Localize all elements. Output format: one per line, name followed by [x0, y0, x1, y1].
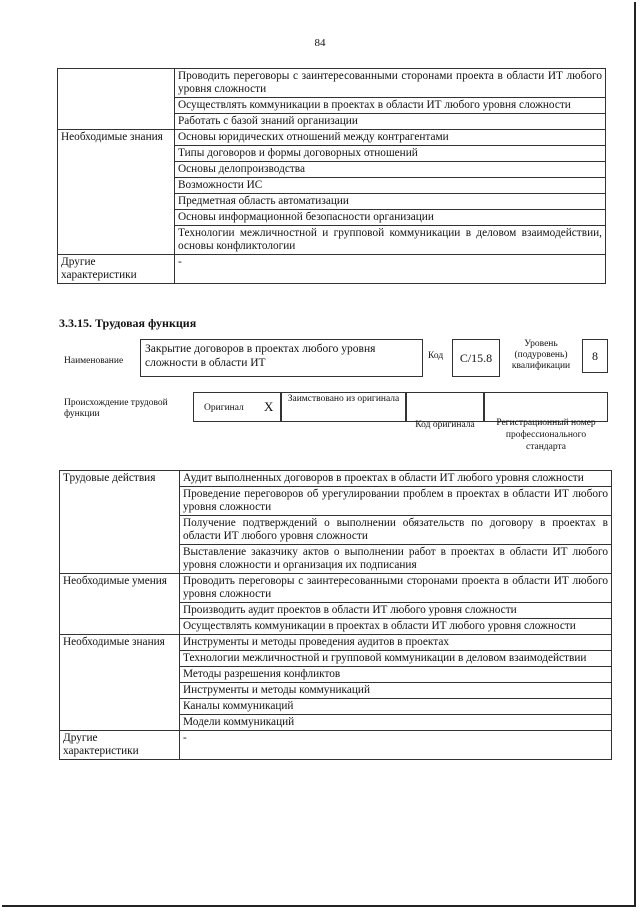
row-value: Осуществлять коммуникации в проектах в области ИТ любого уровня сложности	[180, 619, 612, 635]
row-value: Работать с базой знаний организации	[175, 114, 606, 130]
row-label: Трудовые действия	[60, 471, 180, 574]
original-mark: Х	[264, 399, 274, 414]
row-label: Необходимые знания	[58, 130, 175, 255]
row-value: Основы юридических отношений между контрагентами	[175, 130, 606, 146]
table-row	[60, 574, 612, 603]
name-label: Наименование	[64, 356, 124, 366]
requirements-table-bottom	[59, 470, 612, 760]
row-value: Методы разрешения конфликтов	[180, 667, 612, 683]
row-value: Аудит выполненных договоров в проектах в области ИТ любого уровня сложности	[180, 471, 612, 487]
row-value: Типы договоров и формы договорных отношений	[175, 146, 606, 162]
row-label	[58, 69, 175, 130]
row-label: Необходимые умения	[60, 574, 180, 635]
row-value: Основы информационной безопасности организации	[175, 210, 606, 226]
row-value: Основы делопроизводства	[175, 162, 606, 178]
row-value: Предметная область автоматизации	[175, 194, 606, 210]
row-value: Проведение переговоров об урегулировании проблем в проектах в области ИТ любого уровня сложности	[180, 487, 612, 516]
row-value: Выставление заказчику актов о выполнении работ в проектах в области ИТ любого уровня сложности и организация их подписания	[180, 545, 612, 574]
level-value: 8	[592, 349, 598, 363]
row-value: Возможности ИС	[175, 178, 606, 194]
row-value: Получение подтверждений о выполнении обязательств по договору в проектах в области ИТ любого уровня сложности	[180, 516, 612, 545]
page-number: 84	[314, 37, 326, 49]
row-value: Проводить переговоры с заинтересованными сторонами проекта в области ИТ любого уровня сложности	[175, 69, 606, 98]
table-row	[60, 471, 612, 487]
row-value: Технологии межличностной и групповой коммуникации в деловом взаимодействии, основы конфликтологии	[175, 226, 606, 255]
code-value: С/15.8	[459, 351, 493, 365]
code-original-cell	[406, 392, 484, 422]
requirements-table-top-body	[58, 69, 606, 284]
section-title: 3.3.15. Трудовая функция	[59, 316, 197, 330]
row-value: -	[180, 731, 612, 760]
borrowed-cell	[281, 392, 406, 422]
function-name-value: Закрытие договоров в проектах любого уровня сложности в области ИТ	[145, 343, 376, 369]
original-cell	[193, 392, 281, 422]
table-row	[58, 255, 606, 284]
table-row	[58, 130, 606, 146]
original-label: Оригинал	[204, 403, 244, 413]
row-label: Необходимые знания	[60, 635, 180, 731]
row-value: Производить аудит проектов в области ИТ любого уровня сложности	[180, 603, 612, 619]
row-value: Каналы коммуникаций	[180, 699, 612, 715]
row-label: Другие характеристики	[60, 731, 180, 760]
row-value: Инструменты и методы проведения аудитов в проектах	[180, 635, 612, 651]
table-row	[60, 635, 612, 651]
function-name-box	[140, 339, 423, 377]
row-value: Осуществлять коммуникации в проектах в области ИТ любого уровня сложности	[175, 98, 606, 114]
row-value: Инструменты и методы коммуникаций	[180, 683, 612, 699]
level-box	[582, 339, 608, 373]
reg-number-label: Регистрационный номер профессионального стандарта	[496, 418, 596, 452]
table-row	[60, 731, 612, 760]
borrowed-label: Заимствовано из оригинала	[287, 394, 400, 404]
code-box	[452, 339, 500, 377]
requirements-table-bottom-body	[60, 471, 612, 760]
row-value: Технологии межличностной и групповой коммуникации в деловом взаимодействии	[180, 651, 612, 667]
code-original-label: Код оригинала	[415, 420, 475, 430]
row-value: Модели коммуникаций	[180, 715, 612, 731]
code-label: Код	[428, 351, 444, 361]
row-label: Другие характеристики	[58, 255, 175, 284]
origin-label: Происхождение трудовой функции	[64, 398, 168, 419]
requirements-table-top	[57, 68, 606, 284]
level-label: Уровень (подуровень) квалификации	[511, 339, 571, 371]
table-row	[58, 69, 606, 98]
row-value: -	[175, 255, 606, 284]
row-value: Проводить переговоры с заинтересованными сторонами проекта в области ИТ любого уровня сложности	[180, 574, 612, 603]
